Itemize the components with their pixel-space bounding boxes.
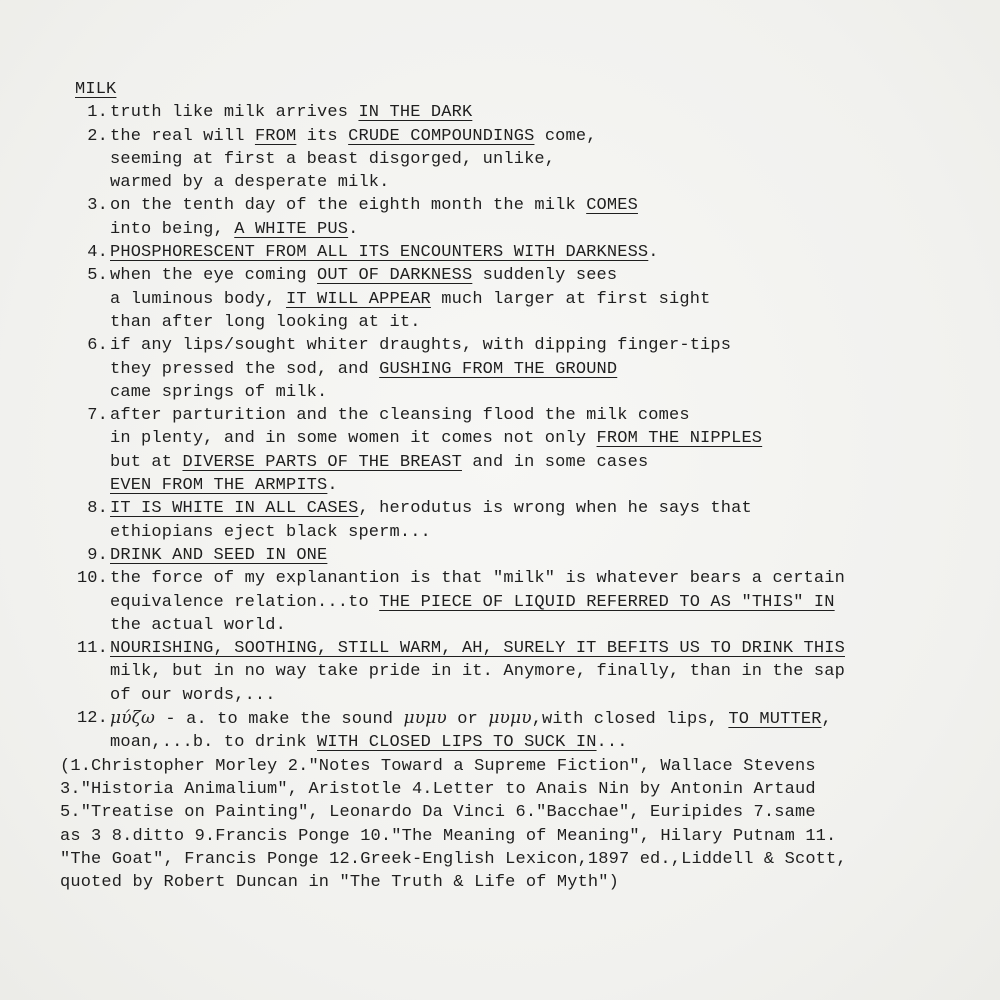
text-line	[110, 731, 980, 754]
text-line	[110, 125, 980, 148]
poem-item	[60, 101, 980, 124]
item-number: 2.	[87, 126, 108, 146]
text-segment: on the tenth day of the eighth month the milk	[110, 196, 587, 216]
underlined-phrase: OUT OF DARKNESS	[317, 266, 473, 286]
item-text	[110, 264, 980, 334]
item-number: 4.	[87, 243, 108, 263]
text-segment: suddenly sees	[472, 266, 618, 286]
note-line: as 3 8.ditto 9.Francis Ponge 10."The Meaning of Meaning", Hilary Putnam 11.	[60, 826, 837, 846]
underlined-phrase: TO MUTTER	[728, 710, 822, 730]
underlined-phrase: IT IS WHITE IN ALL CASES	[110, 499, 359, 519]
item-number: 5.	[87, 266, 108, 286]
note-line: "The Goat", Francis Ponge 12.Greek-English Lexicon,1897 ed.,Liddell & Scott,	[60, 849, 847, 869]
text-line	[110, 218, 980, 241]
text-segment: .	[648, 243, 659, 263]
item-text	[110, 637, 980, 707]
text-segment: ...	[596, 733, 628, 753]
text-segment: .	[348, 219, 359, 239]
item-text	[110, 241, 980, 264]
text-segment: moan,...b. to drink	[110, 733, 318, 753]
text-segment: ,with closed lips,	[531, 710, 729, 730]
poem-item	[60, 334, 980, 404]
text-line	[110, 497, 980, 520]
text-segment: or	[446, 710, 489, 730]
text-segment: the actual world.	[110, 615, 286, 635]
poem-item	[60, 567, 980, 637]
underlined-phrase: A WHITE PUS	[234, 219, 349, 239]
underlined-phrase: THE PIECE OF LIQUID REFERRED TO AS "THIS" IN	[379, 592, 835, 612]
poem-item	[60, 241, 980, 264]
item-text	[110, 334, 980, 404]
text-segment: warmed by a desperate milk.	[110, 173, 390, 193]
poem	[60, 78, 980, 894]
item-text	[110, 194, 980, 241]
text-segment: ethiopians eject black sperm...	[110, 522, 431, 542]
note-line: quoted by Robert Duncan in "The Truth & Life of Myth")	[60, 873, 619, 893]
poem-item	[60, 264, 980, 334]
text-line	[110, 591, 980, 614]
text-line	[110, 404, 980, 427]
text-line	[110, 684, 980, 707]
text-line	[110, 614, 980, 637]
text-line	[110, 148, 980, 171]
text-segment: the force of my explanantion is that "milk" is whatever bears a certain	[110, 569, 845, 589]
text-line	[110, 358, 980, 381]
poem-title: MILK	[75, 80, 117, 99]
text-line	[110, 288, 980, 311]
greek-word: μύζω	[110, 708, 156, 729]
text-segment: ,	[821, 710, 832, 730]
text-line	[110, 101, 980, 124]
text-segment: its	[296, 126, 349, 146]
greek-word: μυμυ	[403, 708, 447, 729]
text-segment: they pressed the sod, and	[110, 359, 380, 379]
text-segment: and in some cases	[461, 452, 649, 472]
underlined-phrase: DRINK AND SEED IN ONE	[110, 545, 328, 565]
text-segment: truth like milk arrives	[110, 103, 359, 123]
text-segment: if any lips/sought whiter draughts, with dipping finger-tips	[110, 336, 732, 356]
poem-item	[60, 194, 980, 241]
item-text	[110, 404, 980, 497]
text-segment: .	[327, 476, 338, 496]
item-number: 12.	[76, 709, 108, 729]
title-line	[60, 78, 980, 101]
underlined-phrase: WITH CLOSED LIPS TO SUCK IN	[317, 733, 597, 753]
text-segment: equivalence relation...to	[110, 592, 380, 612]
underlined-phrase: NOURISHING, SOOTHING, STILL WARM, AH, SURELY IT BEFITS US TO DRINK THIS	[110, 639, 845, 659]
item-number: 9.	[87, 545, 108, 565]
text-line	[110, 311, 980, 334]
underlined-phrase: EVEN FROM THE ARMPITS	[110, 476, 328, 496]
note-line: 5."Treatise on Painting", Leonardo Da Vinci 6."Bacchae", Euripides 7.same	[60, 803, 816, 823]
greek-word: μυμυ	[488, 708, 532, 729]
underlined-phrase: COMES	[586, 196, 638, 216]
underlined-phrase: DIVERSE PARTS OF THE BREAST	[182, 452, 462, 472]
text-segment: when the eye coming	[110, 266, 318, 286]
item-number: 11.	[76, 639, 108, 659]
item-number: 3.	[87, 196, 108, 216]
text-segment: after parturition and the cleansing flood the milk comes	[110, 406, 690, 426]
poem-item	[60, 404, 980, 497]
text-segment: but at	[110, 452, 183, 472]
underlined-phrase: GUSHING FROM THE GROUND	[379, 359, 618, 379]
item-text	[110, 707, 980, 755]
text-line	[110, 544, 980, 567]
note-line: (1.Christopher Morley 2."Notes Toward a Supreme Fiction", Wallace Stevens	[60, 756, 816, 776]
item-text	[110, 567, 980, 637]
text-line	[110, 707, 980, 731]
underlined-phrase: PHOSPHORESCENT FROM ALL ITS ENCOUNTERS WITH DARKNESS	[110, 243, 649, 263]
item-number: 1.	[87, 103, 108, 123]
item-text	[110, 497, 980, 544]
text-line	[110, 381, 980, 404]
poem-item	[60, 637, 980, 707]
text-line	[110, 241, 980, 264]
text-line	[110, 171, 980, 194]
item-number: 6.	[87, 336, 108, 356]
poem-items	[60, 101, 980, 754]
poem-item	[60, 497, 980, 544]
source-notes	[60, 755, 980, 895]
text-segment: , herodutus is wrong when he says that	[358, 499, 752, 519]
text-segment: come,	[534, 126, 597, 146]
text-line	[110, 334, 980, 357]
text-segment: milk, but in no way take pride in it. Anymore, finally, than in the sap	[110, 662, 845, 682]
text-line	[110, 521, 980, 544]
item-number: 7.	[87, 406, 108, 426]
note-line: 3."Historia Animalium", Aristotle 4.Letter to Anais Nin by Antonin Artaud	[60, 779, 816, 799]
underlined-phrase: IN THE DARK	[358, 103, 473, 123]
text-line	[110, 474, 980, 497]
text-segment: seeming at first a beast disgorged, unlike,	[110, 149, 556, 169]
text-segment: - a. to make the sound	[155, 710, 404, 730]
item-text	[110, 101, 980, 124]
poem-item	[60, 707, 980, 755]
text-segment: of our words,...	[110, 685, 276, 705]
text-segment: came springs of milk.	[110, 382, 328, 402]
underlined-phrase: IT WILL APPEAR	[285, 289, 431, 309]
underlined-phrase: FROM THE NIPPLES	[596, 429, 763, 449]
text-line	[110, 427, 980, 450]
item-number: 8.	[87, 499, 108, 519]
text-line	[110, 451, 980, 474]
text-line	[110, 660, 980, 683]
text-line	[110, 264, 980, 287]
item-text	[110, 544, 980, 567]
poem-item	[60, 544, 980, 567]
text-segment: a luminous body,	[110, 289, 286, 309]
text-segment: much larger at first sight	[430, 289, 711, 309]
text-line	[110, 194, 980, 217]
underlined-phrase: FROM	[254, 126, 297, 146]
item-text	[110, 125, 980, 195]
text-segment: into being,	[110, 219, 235, 239]
item-number: 10.	[76, 569, 108, 589]
text-line	[110, 637, 980, 660]
poem-item	[60, 125, 980, 195]
text-segment: the real will	[110, 126, 255, 146]
text-segment: than after long looking at it.	[110, 312, 421, 332]
text-line	[110, 567, 980, 590]
text-segment: in plenty, and in some women it comes not only	[110, 429, 597, 449]
underlined-phrase: CRUDE COMPOUNDINGS	[348, 126, 535, 146]
